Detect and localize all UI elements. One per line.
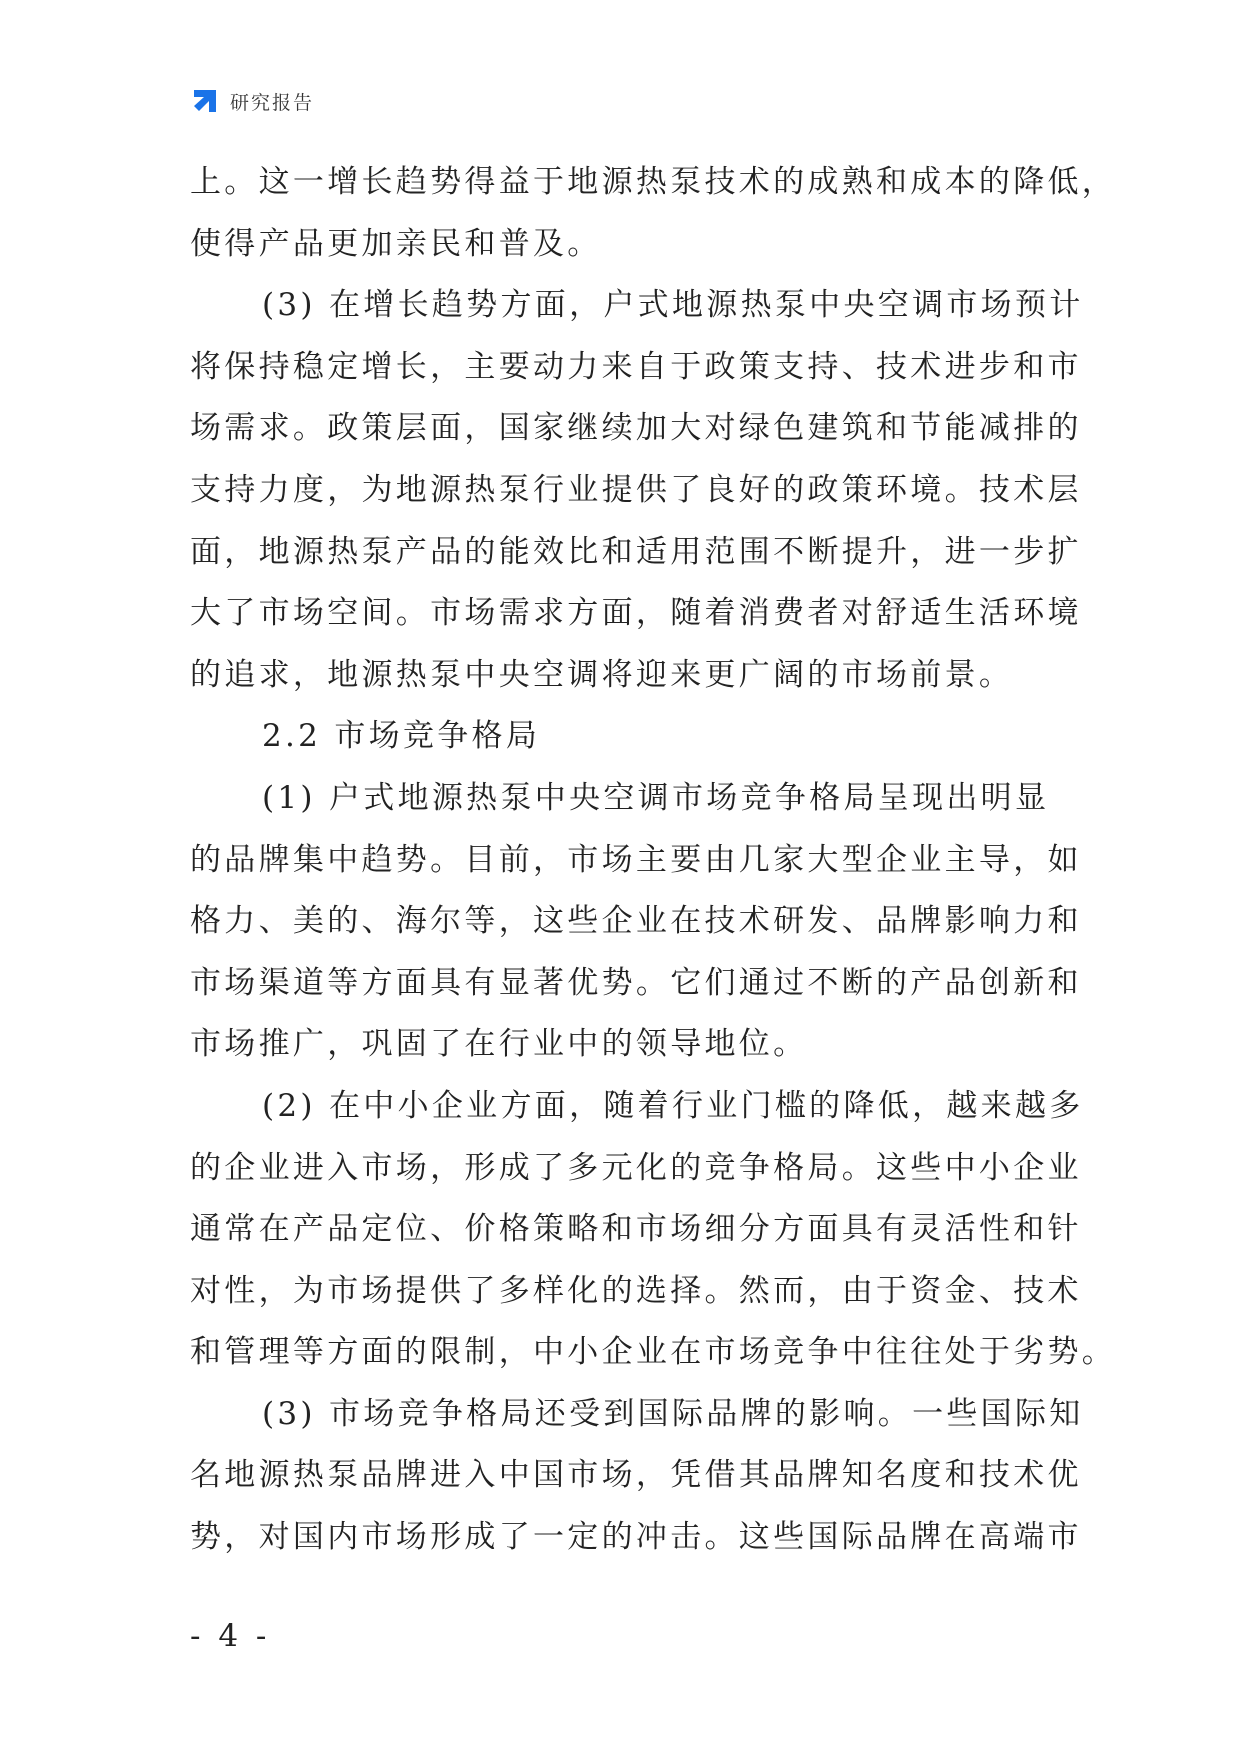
paragraph-line: 市场推广，巩固了在行业中的领导地位。 <box>190 1026 808 1063</box>
header-title: 研究报告 <box>230 91 315 114</box>
section-heading: 2.2 市场竞争格局 <box>262 718 541 755</box>
paragraph-line: 对性，为市场提供了多样化的选择。然而，由于资金、技术 <box>190 1272 1082 1309</box>
paragraph-line: 使得产品更加亲民和普及。 <box>190 225 602 262</box>
paragraph-line: (1) 户式地源热泵中央空调市场竞争格局呈现出明显 <box>262 779 1050 816</box>
paragraph-line: 场需求。政策层面，国家继续加大对绿色建筑和节能减排的 <box>190 410 1082 447</box>
report-logo-icon <box>190 86 220 116</box>
paragraph-line: 上。这一增长趋势得益于地源热泵技术的成熟和成本的降低， <box>190 164 1117 200</box>
paragraph-line: 和管理等方面的限制，中小企业在市场竞争中往往处于劣势。 <box>190 1334 1117 1371</box>
paragraph-line: 面，地源热泵产品的能效比和适用范围不断提升，进一步扩 <box>190 533 1082 570</box>
paragraph-line: 的追求，地源热泵中央空调将迎来更广阔的市场前景。 <box>190 656 1014 693</box>
paragraph-line: 市场渠道等方面具有显著优势。它们通过不断的产品创新和 <box>190 964 1082 1001</box>
paragraph-line: 的企业进入市场，形成了多元化的竞争格局。这些中小企业 <box>190 1149 1082 1186</box>
paragraph-line: 大了市场空间。市场需求方面，随着消费者对舒适生活环境 <box>190 595 1082 632</box>
paragraph-line: 势，对国内市场形成了一定的冲击。这些国际品牌在高端市 <box>190 1519 1082 1556</box>
paragraph-line: 将保持稳定增长，主要动力来自于政策支持、技术进步和市 <box>190 348 1082 385</box>
document-body <box>190 152 1117 1569</box>
paragraph-line: 通常在产品定位、价格策略和市场细分方面具有灵活性和针 <box>190 1211 1082 1248</box>
paragraph-line: (3) 在增长趋势方面，户式地源热泵中央空调市场预计 <box>262 287 1084 324</box>
paragraph-line: 的品牌集中趋势。目前，市场主要由几家大型企业主导，如 <box>190 841 1082 878</box>
paragraph-line: 支持力度，为地源热泵行业提供了良好的政策环境。技术层 <box>190 471 1082 508</box>
paragraph-line: (3) 市场竞争格局还受到国际品牌的影响。一些国际知 <box>262 1395 1084 1432</box>
page-header <box>190 86 314 116</box>
paragraph-line: (2) 在中小企业方面，随着行业门槛的降低，越来越多 <box>262 1087 1084 1124</box>
paragraph-line: 格力、美的、海尔等，这些企业在技术研发、品牌影响力和 <box>190 903 1082 940</box>
page-number: - 4 - <box>190 1618 271 1654</box>
paragraph-line: 名地源热泵品牌进入中国市场，凭借其品牌知名度和技术优 <box>190 1457 1082 1494</box>
